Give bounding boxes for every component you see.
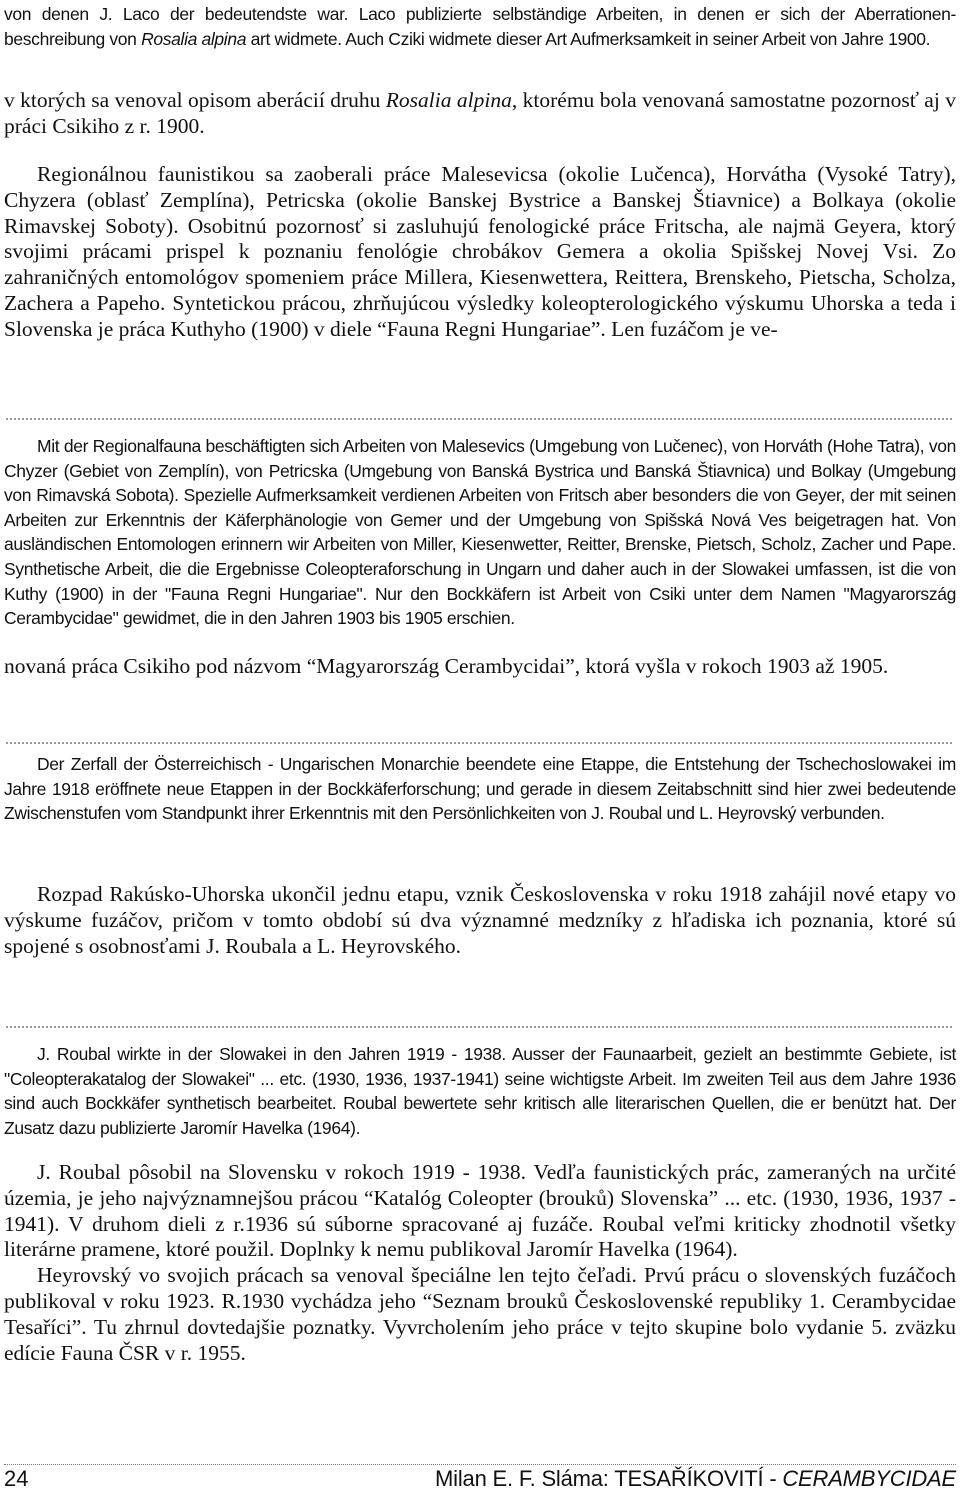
paragraph-sk-3: novaná práca Csikiho pod názvom “Magyarország Cerambycidai”, ktorá vyšla v rokoch 1903 až 1905. bbox=[4, 654, 889, 678]
species-name: Rosalia alpina bbox=[141, 28, 247, 49]
running-footer bbox=[435, 1466, 956, 1492]
text-run: v ktorých sa venoval opisom aberácií druhu bbox=[4, 88, 386, 112]
paragraph-sk-6: Heyrovský vo svojich prácach sa venoval špeciálne len tejto čeľadi. Prvú prácu o slovenských fuzáčoch publikoval v roku 1923. R.1930 vychádza jeho “Seznam brouků Československé republiky 1. Cerambycidae Tesaříci”. Tu zhrnul dovtedajšie poznatky. Vyvrcholením jeho práce v tejto skupine bolo vydanie 5. zväzku edície Fauna ČSR v r. 1955. bbox=[4, 1263, 956, 1365]
paragraph-de-1 bbox=[4, 2, 956, 51]
text-run: von denen J. Laco der bedeutendste war. Laco publizierte selbständige Arbeiten, in denen er sich der Aberrationen-beschreibung von bbox=[4, 4, 956, 49]
paragraph-de-3: Der Zerfall der Österreichisch - Ungarischen Monarchie beendete eine Etappe, die Entstehung der Tschechoslowakei im Jahre 1918 eröffnete neue Etappen in der Bockkäferforschung; und gerade in diesem Zeitabschnitt sind hier zwei bedeutende Zwischenstufen vom Standpunkt ihrer Erkenntnis mit den Persönlichkeiten von J. Roubal und L. Heyrovský verbunden. bbox=[4, 754, 956, 824]
paragraph-group-sk-5 bbox=[4, 1160, 956, 1366]
separator bbox=[6, 1026, 954, 1028]
footer-title: CERAMBYCIDAE bbox=[782, 1466, 956, 1491]
paragraph-de-2: Mit der Regionalfauna beschäftigten sich Arbeiten von Malesevics (Umgebung von Lučenec), von Horváth (Hohe Tatra), von Chyzer (Gebiet von Zemplín), von Petricska (Umgebung von Banská Bystrica und Banská Štiavnica) und Bolkay (Umgebung von Rimavská Sobota). Spezielle Aufmerksamkeit verdienen Arbeiten von Fritsch aber besonders die von Geyer, der mit seinen Arbeiten zur Erkenntnis der Käferphänologie von Gemer und der Umgebung von Spišská Nová Ves beigetragen hat. Von ausländischen Entomologen erinnern wir Arbeiten von Miller, Kiesenwetter, Reitter, Brenske, Pietsch, Scholz, Zacher und Pape. Synthetische Arbeit, die die Ergebnisse Coleopteraforschung in Ungarn und daher auch in der Slowakei umfassen, ist die von Kuthy (1900) in der "Fauna Regni Hungariae". Nur den Bockkäfern ist Arbeit von Csiki unter dem Namen "Magyarország Cerambycidae" gewidmet, die in den Jahren 1903 bis 1905 erschien. bbox=[4, 436, 956, 629]
footer-rule bbox=[4, 1464, 956, 1465]
separator bbox=[6, 418, 954, 420]
footer-author: Milan E. F. Sláma: TESAŘÍKOVITÍ - bbox=[435, 1466, 783, 1491]
paragraph-sk-1 bbox=[4, 88, 956, 140]
text-run: art widmete. Auch Cziki widmete dieser Art Aufmerksamkeit in seiner Arbeit von Jahre 1900. bbox=[246, 28, 931, 49]
text-run: , ktorému bola venovaná samostatne pozornosť aj v práci Csikiho z r. 1900. bbox=[4, 88, 956, 138]
separator bbox=[6, 742, 954, 744]
paragraph-sk-4: Rozpad Rakúsko-Uhorska ukončil jednu etapu, vznik Československa v roku 1918 zahájil nové etapy vo výskume fuzáčov, pričom v tomto období sú dva významné medzníky z hľadiska ich poznania, ktoré sú spojené s osobnosťami J. Roubala a L. Heyrovského. bbox=[4, 882, 956, 958]
paragraph-sk-5: J. Roubal pôsobil na Slovensku v rokoch 1919 - 1938. Vedľa faunistických prác, zameraných na určité územia, je jeho najvýznamnejšou prácou “Katalóg Coleopter (brouků) Slovenska” ... etc. (1930, 1936, 1937 - 1941). V druhom dieli z r.1936 sú súborne spracované aj fuzáče. Roubal veľmi kriticky zhodnotil všetky literárne pramene, ktoré použil. Doplnky k nemu publikoval Jaromír Havelka (1964). bbox=[4, 1160, 956, 1262]
paragraph-sk-2: Regionálnou faunistikou sa zaoberali práce Malesevicsa (okolie Lučenca), Horvátha (Vysoké Tatry), Chyzera (oblasť Zemplína), Petricska (okolie Banskej Bystrice a Banskej Štiavnice) a Bolkaya (okolie Rimavskej Soboty). Osobitnú pozornosť si zasluhujú fenologické práce Fritscha, ale najmä Geyera, ktorý svojimi prácami prispel k poznaniu fenológie chrobákov Gemera a okolia Spišskej Novej Vsi. Zo zahraničných entomológov spomeniem práce Millera, Kiesenwettera, Reittera, Brenskeho, Pietscha, Scholza, Zachera a Papeho. Syntetickou prácou, zhrňujúcou výsledky koleopterologického výskumu Uhorska a teda i Slovenska je práca Kuthyho (1900) v diele “Fauna Regni Hungariae”. Len fuzáčom je ve- bbox=[4, 162, 956, 341]
page-number: 24 bbox=[4, 1466, 29, 1491]
species-name: Rosalia alpina bbox=[385, 88, 512, 112]
paragraph-de-4: J. Roubal wirkte in der Slowakei in den Jahren 1919 - 1938. Ausser der Faunaarbeit, gezielt an bestimmte Gebiete, ist "Coleopterakatalog der Slowakei" ... etc. (1930, 1936, 1937-1941) seine wichtigste Arbeit. Im zweiten Teil aus dem Jahre 1936 sind auch Bockkäfer synthetisch bearbeitet. Roubal bewertete sehr kritisch alle literarischen Quellen, die er benützt hat. Der Zusatz dazu publizierte Jaromír Havelka (1964). bbox=[4, 1044, 956, 1138]
